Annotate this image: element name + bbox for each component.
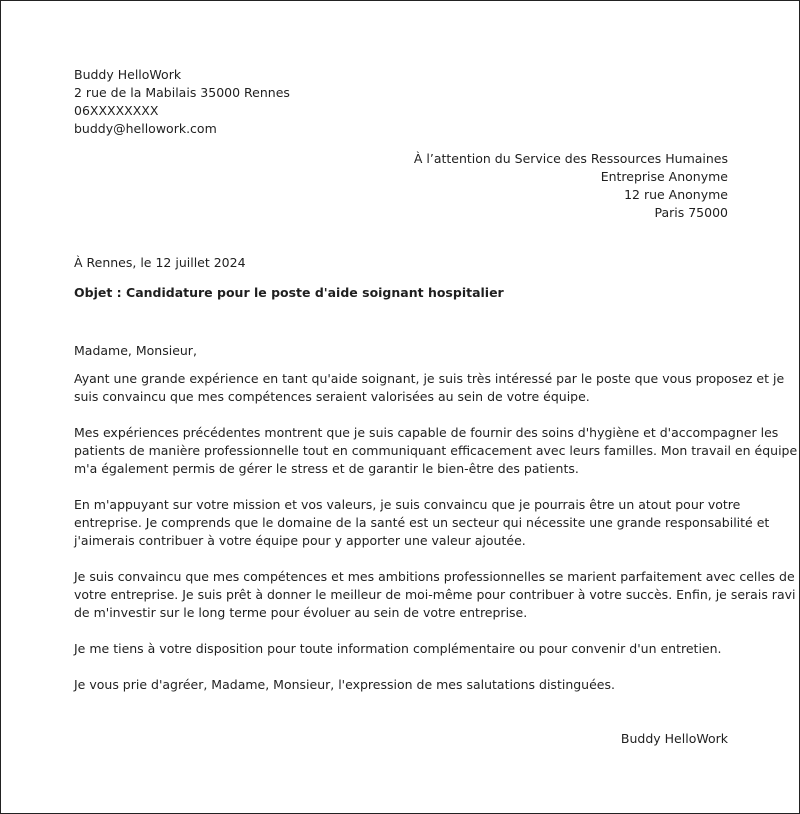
letter-content xyxy=(74,66,798,748)
paragraph-1 xyxy=(74,370,785,406)
recipient-attention: À l’attention du Service des Ressources Humaines xyxy=(413,151,728,166)
sender-name: Buddy HelloWork xyxy=(74,67,182,82)
paragraph-line: En m'appuyant sur votre mission et vos valeurs, je suis convaincu que je pourrais être un atout pour votre xyxy=(74,497,741,512)
recipient-city: Paris 75000 xyxy=(654,205,728,220)
paragraph-6 xyxy=(74,676,728,694)
paragraph-line: m'a également permis de gérer le stress et de garantir le bien-être des patients. xyxy=(74,461,579,476)
paragraph-line: Je suis convaincu que mes compétences et mes ambitions professionnelles se marient parfaitement avec celles de xyxy=(74,569,795,584)
recipient-company: Entreprise Anonyme xyxy=(600,169,728,184)
paragraph-line: de m'investir sur le long terme pour évoluer au sein de votre entreprise. xyxy=(74,605,528,620)
paragraph-2 xyxy=(74,424,798,478)
paragraph-4 xyxy=(74,568,796,622)
paragraph-line: j'aimerais contribuer à votre équipe pour y apporter une valeur ajoutée. xyxy=(74,533,526,548)
paragraph-line: Ayant une grande expérience en tant qu'aide soignant, je suis très intéressé par le poste que vous proposez et je xyxy=(74,371,785,386)
paragraph-line: patients de manière professionnelle tout en communiquant efficacement avec leurs familles. Mon travail en équipe xyxy=(74,443,798,458)
paragraph-5 xyxy=(74,640,728,658)
signature: Buddy HelloWork xyxy=(620,731,728,746)
sender-block xyxy=(74,66,728,138)
paragraph-line: votre entreprise. Je suis prêt à donner le meilleur de moi-même pour contribuer à votre succès. Enfin, je serais ravi xyxy=(74,587,796,602)
sender-phone: 06XXXXXXXX xyxy=(74,103,159,118)
paragraph-line: suis convaincu que mes compétences seraient valorisées au sein de votre équipe. xyxy=(74,389,590,404)
paragraph-3 xyxy=(74,496,770,550)
paragraph-line: Je vous prie d'agréer, Madame, Monsieur, l'expression de mes salutations distinguées. xyxy=(74,677,615,692)
paragraph-line: entreprise. Je comprends que le domaine de la santé est un secteur qui nécessite une grande responsabilité et xyxy=(74,515,770,530)
greeting: Madame, Monsieur, xyxy=(74,343,197,358)
sender-address: 2 rue de la Mabilais 35000 Rennes xyxy=(74,85,290,100)
recipient-block xyxy=(74,150,728,222)
date-line: À Rennes, le 12 juillet 2024 xyxy=(74,255,246,270)
sender-email: buddy@hellowork.com xyxy=(74,121,217,136)
paragraph-line: Mes expériences précédentes montrent que je suis capable de fournir des soins d'hygiène et d'accompagner les xyxy=(74,425,779,440)
recipient-street: 12 rue Anonyme xyxy=(624,187,728,202)
paragraph-line: Je me tiens à votre disposition pour toute information complémentaire ou pour convenir d'un entretien. xyxy=(74,641,722,656)
subject-line: Objet : Candidature pour le poste d'aide soignant hospitalier xyxy=(74,285,504,300)
